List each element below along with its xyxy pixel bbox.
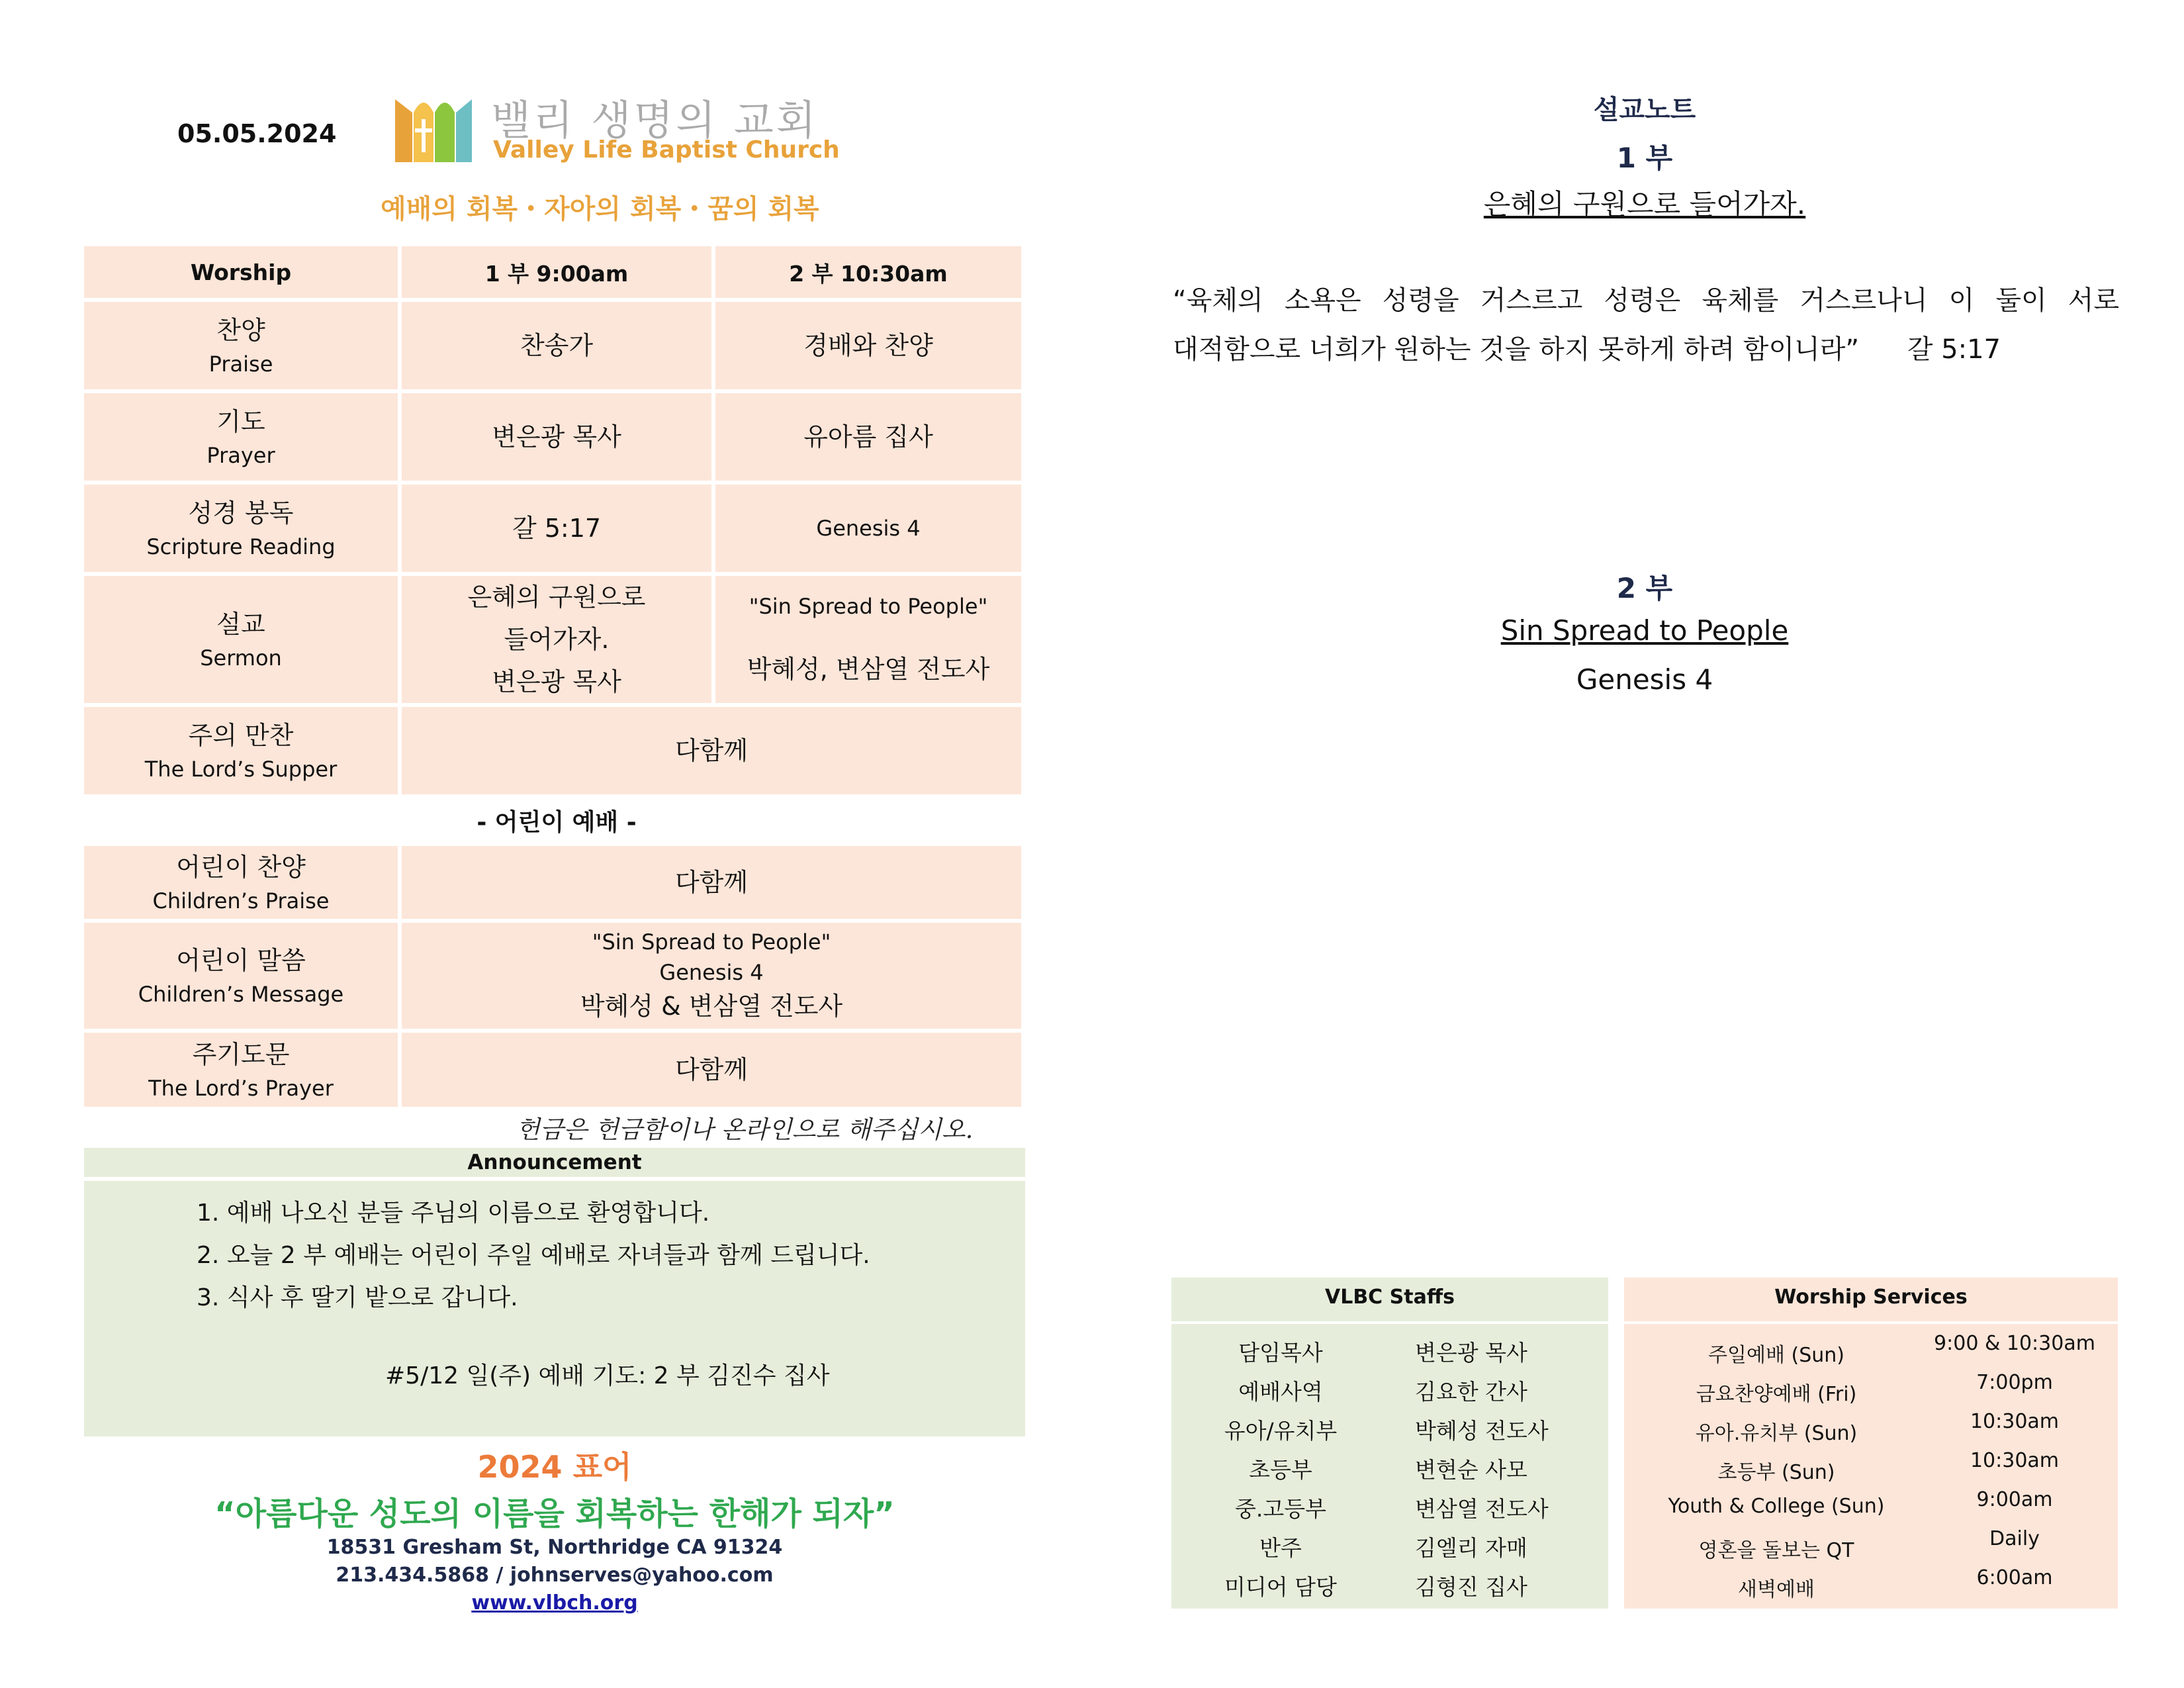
staff-role: 담임목사 (1238, 1340, 1323, 1366)
staffs-title: VLBC Staffs (1324, 1286, 1455, 1309)
praise-service2: 경배와 찬양 (715, 302, 1021, 389)
church-phone-email: 213.434.5868 / johnserves@yahoo.com (336, 1564, 774, 1587)
service-time: 6:00am (1976, 1566, 2053, 1589)
staff-role: 예배사역 (1238, 1379, 1323, 1405)
motto-2024-text: “아름다운 성도의 이름을 회복하는 한해가 되자” (214, 1495, 895, 1532)
row-label-lords-supper: 주의 만찬 The Lord’s Supper (84, 707, 398, 794)
service-time: 9:00am (1976, 1488, 2053, 1511)
staff-role: 중.고등부 (1234, 1496, 1326, 1522)
church-logo-icon (394, 93, 473, 162)
service1-label: 1 부 (1616, 142, 1673, 174)
service-name: 새벽예배 (1738, 1578, 1815, 1601)
staff-name: 변삼열 전도사 (1415, 1496, 1549, 1522)
table-header-service2: 2 부 10:30am (715, 246, 1021, 298)
service-time: 7:00pm (1976, 1371, 2053, 1394)
announcement-item: 3. 식사 후 딸기 밭으로 갑니다. (197, 1284, 518, 1311)
services-title: Worship Services (1774, 1286, 1968, 1309)
scripture-service1: 갈 5:17 (402, 485, 711, 572)
service-name: 영혼을 돌보는 QT (1698, 1539, 1854, 1562)
service1-sermon-title: 은혜의 구원으로 들어가자. (1483, 188, 1806, 220)
service-time: Daily (1989, 1527, 2040, 1550)
service-name: Youth & College (Sun) (1668, 1495, 1885, 1518)
praise-service1: 찬송가 (402, 302, 711, 389)
next-prayer-note: #5/12 일(주) 예배 기도: 2 부 김진수 집사 (385, 1362, 830, 1389)
lords-supper-all: 다함께 (402, 707, 1021, 794)
church-website-wrap (84, 1591, 1025, 1615)
staff-name: 박혜성 전도사 (1415, 1418, 1549, 1444)
verse-line-2: 대적함으로 너희가 원하는 것을 하지 못하게 하려 함이니라” 갈 5:17 (1173, 334, 2001, 365)
children-praise-all: 다함께 (402, 846, 1021, 919)
verse-line-1: “육체의 소욕은 성령을 거스르고 성령은 육체를 거스르나니 이 둘이 서로 (1173, 285, 2119, 316)
service-name: 초등부 (Sun) (1717, 1461, 1835, 1484)
prayer-service1: 변은광 목사 (402, 393, 711, 481)
announcement-body (84, 1181, 1025, 1436)
staff-role: 반주 (1259, 1535, 1302, 1561)
sermon-service1: 은혜의 구원으로 들어가자. 변은광 목사 (402, 576, 711, 703)
staff-name: 김엘리 자매 (1415, 1535, 1527, 1561)
service-name: 금요찬양예배 (Fri) (1696, 1383, 1857, 1406)
service2-label: 2 부 (1616, 572, 1673, 604)
bulletin-date: 05.05.2024 (177, 119, 337, 148)
children-worship-title: - 어린이 예배 - (477, 809, 637, 836)
staffs-box (1171, 1278, 1608, 1609)
prayer-service2: 유아름 집사 (715, 393, 1021, 481)
church-name-korean: 밸리 생명의 교회 (491, 96, 819, 144)
staff-name: 변은광 목사 (1415, 1340, 1527, 1366)
service2-scripture: Genesis 4 (1576, 663, 1713, 696)
service-name: 주일예배 (Sun) (1708, 1344, 1844, 1367)
sermon-notes-title: 설교노트 (1593, 95, 1696, 125)
church-website-link[interactable]: www.vlbch.org (471, 1591, 638, 1615)
service2-sermon-title: Sin Spread to People (1500, 614, 1789, 647)
staffs-divider (1171, 1321, 1608, 1324)
row-label-prayer: 기도 Prayer (84, 393, 398, 481)
children-message-all: "Sin Spread to People" Genesis 4 박혜성 & 변삼열 전도사 (402, 923, 1021, 1029)
announcement-item: 1. 예배 나오신 분들 주님의 이름으로 환영합니다. (197, 1199, 710, 1227)
motto-2024-label: 2024 표어 (477, 1449, 632, 1485)
lords-prayer-all: 다함께 (402, 1033, 1021, 1107)
staff-name: 변현순 사모 (1415, 1457, 1527, 1483)
announcement-title: Announcement (84, 1148, 1025, 1177)
staff-role: 유아/유치부 (1224, 1418, 1338, 1444)
staff-name: 김형진 집사 (1415, 1574, 1527, 1600)
row-label-children-message: 어린이 말씀 Children’s Message (84, 923, 398, 1029)
staff-role: 미디어 담당 (1224, 1574, 1337, 1600)
row-label-praise: 찬양 Praise (84, 302, 398, 389)
row-label-scripture: 성경 봉독 Scripture Reading (84, 485, 398, 572)
service-time: 9:00 & 10:30am (1934, 1332, 2095, 1355)
row-label-sermon: 설교 Sermon (84, 576, 398, 703)
staff-name: 김요한 간사 (1415, 1379, 1527, 1405)
church-motto: 예배의 회복・자아의 회복・꿈의 회복 (381, 194, 819, 224)
services-divider (1624, 1321, 2118, 1324)
sermon-service2: "Sin Spread to People" 박혜성, 변삼열 전도사 (715, 576, 1021, 703)
table-header-service1: 1 부 9:00am (402, 246, 711, 298)
offering-note: 헌금은 헌금함이나 온라인으로 해주십시오. (516, 1115, 974, 1144)
services-box (1624, 1278, 2118, 1609)
service-time: 10:30am (1970, 1410, 2060, 1433)
row-label-lords-prayer: 주기도문 The Lord’s Prayer (84, 1033, 398, 1107)
row-label-children-praise: 어린이 찬양 Children’s Praise (84, 846, 398, 919)
scripture-service2: Genesis 4 (715, 485, 1021, 572)
staff-role: 초등부 (1249, 1457, 1312, 1483)
announcement-item: 2. 오늘 2 부 예배는 어린이 주일 예배로 자녀들과 함께 드립니다. (197, 1242, 870, 1269)
service-time: 10:30am (1970, 1449, 2060, 1472)
service-name: 유아.유치부 (Sun) (1695, 1422, 1858, 1445)
table-header-worship: Worship (84, 246, 398, 298)
church-name-english: Valley Life Baptist Church (493, 136, 840, 164)
church-address: 18531 Gresham St, Northridge CA 91324 (326, 1536, 783, 1559)
